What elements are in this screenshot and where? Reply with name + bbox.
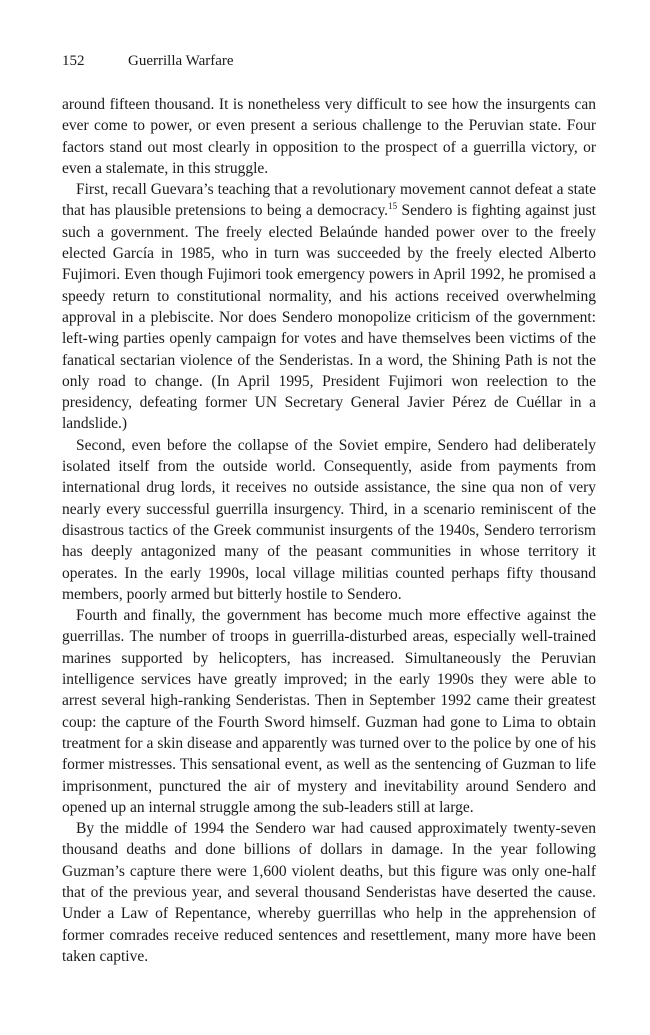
paragraph-5-text: By the middle of 1994 the Sendero war had caused approximately twenty-seven thousand deaths and done billions of dollars in damage. In the year following Guzman’s capture there were 1,600 violent deaths, but this figure was only one-half that of the previous year, and several thousand Senderistas have deserted the cause. Under a Law of Repentance, whereby guerrillas who help in the apprehension of former comrades receive reduced sentences and resettlement, many more have been taken captive. xyxy=(62,820,596,965)
paragraph-1-text: around fifteen thousand. It is nonetheless very difficult to see how the insurgents can ever come to power, or even present a serious challenge to the Peruvian state. Four factors stand out most clearly in opposition to the prospect of a guerrilla victory, or even a stalemate, in this struggle. xyxy=(62,96,596,177)
book-page xyxy=(62,52,596,967)
footnote-ref-15[interactable]: 15 xyxy=(388,201,398,212)
paragraph-2-text-a: First, recall Guevara’s teaching that a revolutionary movement cannot defeat a state that has plausible pretensions to being a democracy. xyxy=(62,181,596,220)
paragraph-3-text: Second, even before the collapse of the Soviet empire, Sendero had deliberately isolated itself from the outside world. Consequently, aside from payments from international drug lords, it receives no outside assistance, the sine qua non of very nearly every successful guerrilla insurgency. Third, in a scenario reminiscent of the disastrous tactics of the Greek communist insurgents of the 1940s, Sendero terrorism has deeply antagonized many of the peasant communities in whose territory it operates. In the early 1990s, local village militias counted perhaps fifty thousand members, poorly armed but bitterly hostile to Sendero. xyxy=(62,436,596,603)
paragraph-2 xyxy=(62,179,596,435)
body-text xyxy=(62,94,596,967)
paragraph-2-text-b: Sendero is fighting against just such a government. The freely elected Belaúnde handed power over to the freely elected García in 1985, who in turn was succeeded by the freely elected Alberto Fujimori. Even though Fujimori took emergency powers in April 1992, he promised a speedy return to constitutional normality, and his actions received overwhelming approval in a plebiscite. Nor does Sendero monopolize criticism of the government: left-wing parties openly campaign for votes and have themselves been victims of the fanatical sectarian violence of the Senderistas. In a word, the Shining Path is not the only road to change. (In April 1995, President Fujimori won reelection to the presidency, defeating former UN Secretary General Javier Pérez de Cuéllar in a landslide.) xyxy=(62,202,596,433)
paragraph-3 xyxy=(62,435,596,605)
paragraph-5 xyxy=(62,818,596,967)
running-title: Guerrilla Warfare xyxy=(128,53,234,69)
paragraph-4-text: Fourth and finally, the government has become much more effective against the guerrillas. The number of troops in guerrilla-disturbed areas, especially well-trained marines supported by helicopters, has increased. Simultaneously the Peruvian intelligence services have greatly improved; in the early 1990s they were able to arrest several high-ranking Senderistas. Then in September 1992 came their greatest coup: the capture of the Fourth Sword himself. Guzman had gone to Lima to obtain treatment for a skin disease and apparently was turned over to the police by one of his former mistresses. This sensational event, as well as the sentencing of Guzman to life imprisonment, punctured the air of mystery and inevitability around Sendero and opened up an internal struggle among the sub-leaders still at large. xyxy=(62,607,596,816)
paragraph-1 xyxy=(62,94,596,179)
page-number: 152 xyxy=(62,53,85,69)
paragraph-4 xyxy=(62,605,596,818)
running-head xyxy=(62,52,596,70)
